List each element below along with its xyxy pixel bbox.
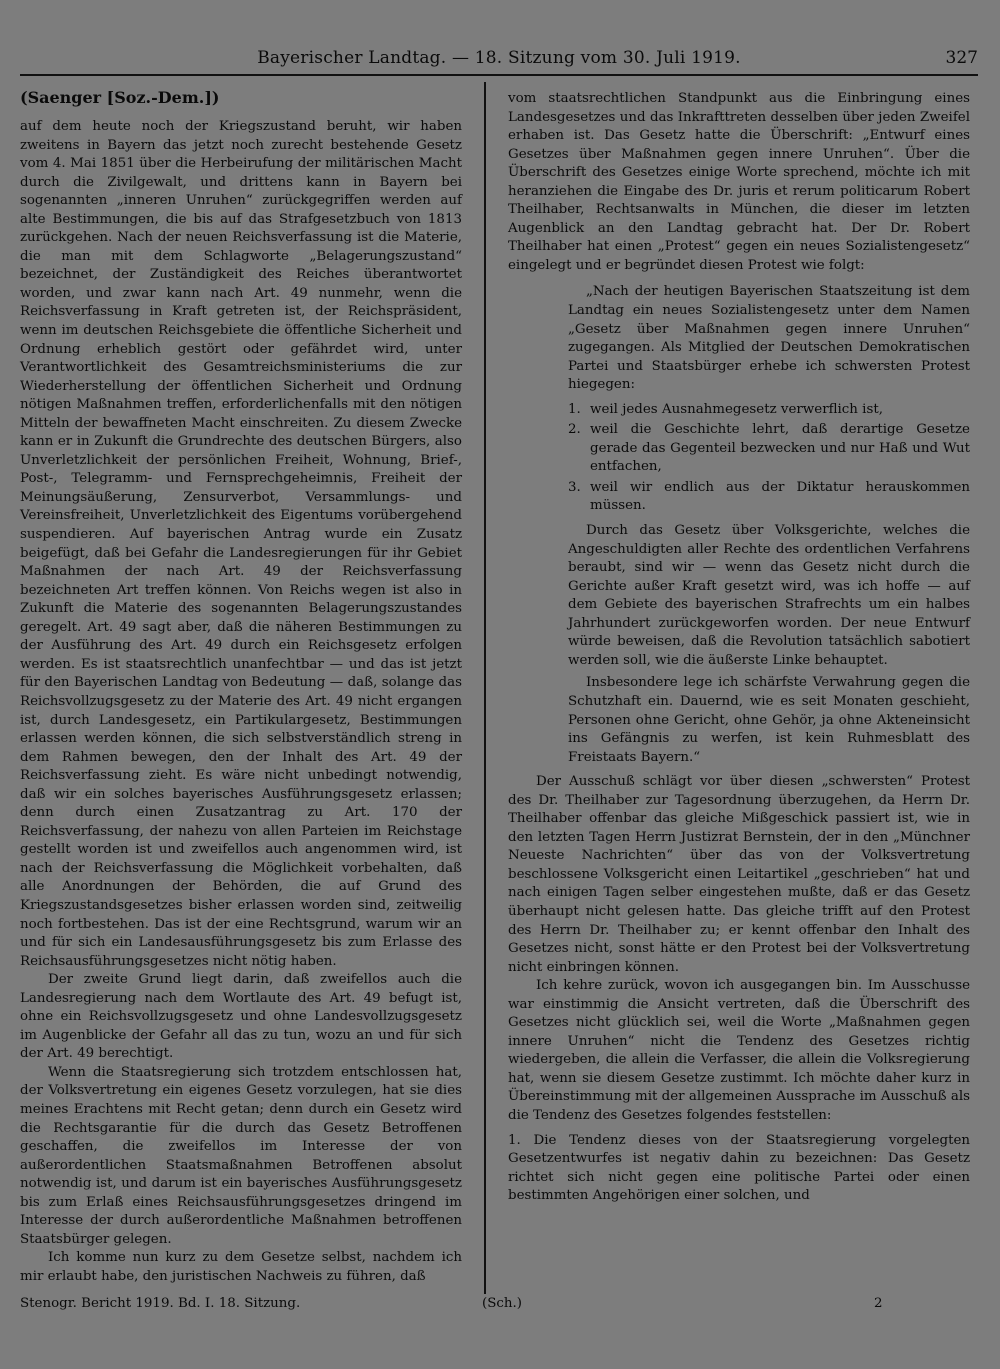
list-text: weil die Geschichte lehrt, daß derartige Gesetze gerade das Gegenteil bezwecken und nur Haß und Wut entfachen, xyxy=(590,422,970,475)
footer-typesetter: (Sch.) xyxy=(482,1296,523,1311)
quote-paragraph: Durch das Gesetz über Volksgerichte, welches die Angeschuldigten aller Rechte des ordentlichen Verfahrens beraubt, sind wir — wenn das Gesetz nicht durch die Gerichte außer Kraft gesetzt wird, was ich hoffe — auf dem Gebiete des bayerischen Strafrechts um ein halbes Jahrhundert zurückgeworfen worden. Der neue Entwurf würde beweisen, daß die Revolution tatsächlich sabotiert werden soll, wie die äußerste Linke behauptet. xyxy=(568,523,970,668)
right-column xyxy=(508,90,970,1206)
right-paragraph: 1. Die Tendenz dieses von der Staatsregierung vorgelegten Gesetzentwurfes ist negativ dahin zu bezeichnen: Das Gesetz richtet sich nicht gegen eine politische Partei oder einen bestimmten Angehörigen einer solchen, und xyxy=(508,1132,970,1204)
speaker-label: (Saenger [Soz.-Dem.]) xyxy=(20,88,220,107)
left-paragraph: Wenn die Staatsregierung sich trotzdem entschlossen hat, der Volksvertretung ein eigenes Gesetz vorzulegen, hat sie dies meines Erachtens mit Recht getan; denn durch ein Gesetz wird die Rechtsgarantie für die durch das Gesetz Betroffenen geschaffen, die zweifellos im Interesse der von außerordentlichen Staatsmaßnahmen Betroffenen absolut notwendig ist, und darum ist ein bayerisches Ausführungsgesetz bis zum Erlaß eines Reichsausführungsgesetzes dringend im Interesse der durch außerordentliche Maßnahmen betroffenen Staatsbürger gelegen. xyxy=(20,1064,462,1247)
left-paragraph: Ich komme nun kurz zu dem Gesetze selbst, nachdem ich mir erlaubt habe, den juristischen Nachweis zu führen, daß xyxy=(20,1250,462,1284)
quote-list-item xyxy=(568,401,970,420)
list-text: weil wir endlich aus der Diktatur herauskommen müssen. xyxy=(590,479,970,514)
right-paragraph: Der Ausschuß schlägt vor über diesen „schwersten“ Protest des Dr. Theilhaber zur Tagesordnung überzugehen, da Herrn Dr. Theilhaber offenbar das gleiche Mißgeschick passiert ist, wie in den letzten Tagen Herrn Justizrat Bernstein, der in den „Münchner Neueste Nachrichten“ über das von der Volksvertretung beschlossene Volksgericht einen Leitartikel „geschrieben“ hat und nach einigen Tagen selber eingestehen mußte, daß er das Gesetz überhaupt nicht gelesen hatte. Das gleiche trifft auf den Protest des Herrn Dr. Theilhaber zu; er kennt offenbar den Inhalt des Gesetzes nicht, sonst hätte er den Protest bei der Volksvertretung nicht einbringen können. xyxy=(508,774,970,975)
left-paragraph: auf dem heute noch der Kriegszustand beruht, wir haben zweitens in Bayern das jetzt noch zurecht bestehende Gesetz vom 4. Mai 1851 über die Herbeirufung der militärischen Macht durch die Zivilgewalt, und drittens kann in Bayern bei sogenannten „inneren Unruhen“ zurückgegriffen werden auf alte Bestimmungen, die bis auf das Strafgesetzbuch von 1813 zurückgehen. Nach der neuen Reichsverfassung ist die Materie, die man mit dem Schlagworte „Belagerungszustand“ bezeichnet, der Zuständigkeit des Reiches überantwortet worden, und zwar kann nach Art. 49 nunmehr, wenn die Reichsverfassung in Kraft getreten ist, der Reichspräsident, wenn im deutschen Reichsgebiete die öffentliche Sicherheit und Ordnung erheblich gestört oder gefährdet wird, unter Verantwortlichkeit des Gesamtreichsministeriums die zur Wiederherstellung der öffentlichen Sicherheit und Ordnung nötigen Maßnahmen treffen, erforderlichenfalls mit den nötigen Mitteln der bewaffneten Macht einschreiten. Zu diesem Zwecke kann er in Zukunft die Grundrechte des deutschen Bürgers, also Unverletzlichkeit der persönlichen Freiheit, Wohnung, Brief-, Post-, Telegramm- und Fernsprechgeheimnis, Freiheit der Meinungsäußerung, Zensurverbot, Versammlungs- und Vereinsfreiheit, Unverletzlichkeit des Eigentums vorübergehend suspendieren. Auf bayerischen Antrag wurde ein Zusatz beigefügt, daß bei Gefahr die Landesregierungen für ihr Gebiet Maßnahmen der nach Art. 49 der Reichsverfassung bezeichneten Art treffen können. Von Reichs wegen ist also in Zukunft die Materie des sogenannten Belagerungszustandes geregelt. Art. 49 sagt aber, daß die näheren Bestimmungen zu der Ausführung des Art. 49 durch ein Reichsgesetz erfolgen werden. Es ist staatsrechtlich unanfechtbar — und das ist jetzt für den Bayerischen Landtag von Bedeutung — daß, solange das Reichsvollzugsgesetz zu der Materie des Art. 49 nicht ergangen ist, durch Landesgesetz, ein Partikulargesetz, Bestimmungen erlassen werden können, die sich selbstverständlich streng in dem Rahmen bewegen, den der Inhalt des Art. 49 der Reichsverfassung zieht. Es wäre nicht unbedingt notwendig, daß wir ein solches bayerisches Ausführungsgesetz erlassen; denn durch einen Zusatzantrag zu Art. 170 der Reichsverfassung, der nahezu von allen Parteien im Reichstage gestellt worden ist und zweifellos auch angenommen wird, ist nach der Reichsverfassung die Möglichkeit vorbehalten, daß alle Anordnungen der Behörden, die auf Grund des Kriegszustandsgesetzes bisher erlassen worden sind, zeitweilig noch fortbestehen. Das ist der eine Rechtsgrund, warum wir an und für sich ein Landesausführungsgesetz bis zum Erlasse des Reichsausführungsgesetzes nicht nötig haben. xyxy=(20,119,462,969)
footer-signature-number: 2 xyxy=(874,1296,883,1311)
list-number: 2. xyxy=(568,422,581,438)
protest-quote xyxy=(508,283,970,767)
quote-lead: „Nach der heutigen Bayerischen Staatszeitung ist dem Landtag ein neues Sozialistengesetz unter dem Namen „Gesetz über Maßnahmen gegen innere Unruhen“ zugegangen. Als Mitglied der Deutschen Demokratischen Partei und Staatsbürger erhebe ich schwersten Protest hiegegen: xyxy=(568,284,970,393)
list-number: 1. xyxy=(568,401,581,417)
left-column xyxy=(20,84,462,1286)
right-paragraph: Ich kehre zurück, wovon ich ausgegangen bin. Im Ausschusse war einstimmig die Ansicht vertreten, daß die Überschrift des Gesetzes nicht glücklich sei, weil die Worte „Maßnahmen gegen innere Unruhen“ nicht die Tendenz des Gesetzes richtig wiedergeben, die allein die Verfasser, die allein die Volksregierung hat, wenn sie diesem Gesetze zustimmt. Ich möchte daher kurz in Übereinstimmung mit der allgemeinen Aussprache im Ausschuß als die Tendenz des Gesetzes folgendes feststellen: xyxy=(508,978,970,1123)
running-title: Bayerischer Landtag. — 18. Sitzung vom 30. Juli 1919. xyxy=(257,48,741,68)
footer-report-ref: Stenogr. Bericht 1919. Bd. I. 18. Sitzung. xyxy=(20,1296,301,1311)
column-divider xyxy=(484,82,486,1294)
page-number: 327 xyxy=(945,48,978,68)
page-header xyxy=(20,44,978,76)
right-paragraph: vom staatsrechtlichen Standpunkt aus die Einbringung eines Landesgesetzes und das Inkrafttreten desselben über jeden Zweifel erhaben ist. Das Gesetz hatte die Überschrift: „Entwurf eines Gesetzes über Maßnahmen gegen innere Unruhen“. Über die Überschrift des Gesetzes einige Worte sprechend, möchte ich mit heranziehen die Eingabe des Dr. juris et rerum politicarum Robert Theilhaber, Rechtsanwalts in München, die dieser im letzten Augenblick an den Landtag gebracht hat. Der Dr. Robert Theilhaber hat einen „Protest“ gegen ein neues Sozialistengesetz“ eingelegt und er begründet diesen Protest wie folgt: xyxy=(508,91,970,273)
list-text: weil jedes Ausnahmegesetz verwerflich ist, xyxy=(590,401,883,417)
left-paragraph: Der zweite Grund liegt darin, daß zweifellos auch die Landesregierung nach dem Wortlaute des Art. 49 befugt ist, ohne ein Reichsvollzugsgesetz und ohne Landesvollzugsgesetz im Augenblicke der Gefahr all das zu tun, wozu an und für sich der Art. 49 berechtigt. xyxy=(20,972,462,1062)
list-number: 3. xyxy=(568,479,581,495)
quote-paragraph: Insbesondere lege ich schärfste Verwahrung gegen die Schutzhaft ein. Dauernd, wie es seit Monaten geschieht, Personen ohne Gericht, ohne Gehör, ja ohne Akteneinsicht ins Gefängnis zu werfen, ist kein Ruhmesblatt des Freistaats Bayern.“ xyxy=(568,675,970,765)
quote-list-item xyxy=(568,421,970,477)
quote-list-item xyxy=(568,479,970,516)
